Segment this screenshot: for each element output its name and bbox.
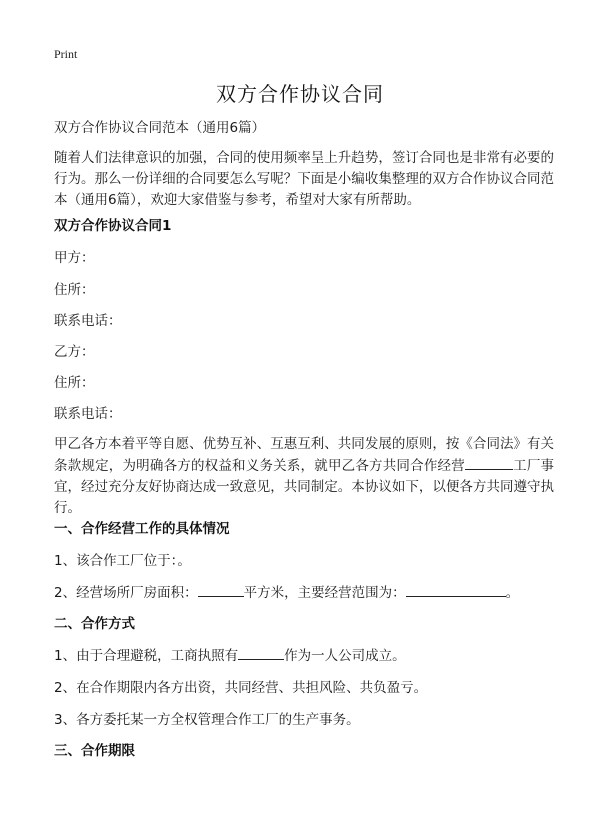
section-title: 双方合作协议合同1 bbox=[54, 218, 172, 234]
party-a-address-field: 住所： bbox=[54, 282, 95, 298]
section-heading-1: 一、合作经营工作的具体情况 bbox=[54, 521, 230, 537]
clause-1-2-text-b: 平方米，主要经营范围为： bbox=[243, 585, 406, 601]
document-title: 双方合作协议合同 bbox=[216, 82, 384, 106]
clause-1-2-text-a: 2、经营场所厂房面积： bbox=[54, 585, 198, 601]
party-a-field: 甲方： bbox=[54, 250, 95, 266]
clause-1-2-text-c: 。 bbox=[505, 585, 520, 601]
preamble-text-1: 甲乙各方本着平等自愿、优势互补、互惠互利、共同发展的原则，按《合同法》有关条款规定，为明确各方的权益和义务关系，就甲乙各方共同合作经营 bbox=[54, 436, 554, 474]
clause-2-3: 3、各方委托某一方全权管理合作工厂的生产事务。 bbox=[54, 712, 360, 728]
intro-paragraph: 随着人们法律意识的加强，合同的使用频率呈上升趋势，签订合同也是非常有必要的行为。那么一份详细的合同要怎么写呢？下面是小编收集整理的双方合作协议合同范本（通用6篇），欢迎大家借鉴与参考，希望对大家有所帮助。 bbox=[54, 150, 554, 208]
party-b-phone-field: 联系电话： bbox=[54, 406, 122, 422]
clause-2-1-text-a: 1、由于合理避税，工商执照有 bbox=[54, 648, 239, 664]
fill-blank-area bbox=[198, 582, 244, 597]
clause-2-1-text-b: 作为一人公司成立。 bbox=[284, 648, 406, 664]
clause-1-1: 1、该合作工厂位于：。 bbox=[54, 553, 191, 569]
document-subtitle: 双方合作协议合同范本（通用6篇） bbox=[54, 120, 266, 136]
print-label: Print bbox=[54, 47, 78, 61]
fill-blank-factory-name bbox=[465, 455, 513, 470]
preamble-paragraph bbox=[54, 434, 554, 519]
section-heading-3: 三、合作期限 bbox=[54, 743, 135, 759]
party-a-phone-field: 联系电话： bbox=[54, 313, 122, 329]
clause-2-1 bbox=[54, 645, 406, 667]
party-b-address-field: 住所： bbox=[54, 375, 95, 391]
party-b-field: 乙方： bbox=[54, 344, 95, 360]
preamble-text-2: 工厂事宜，经过充分友好协商达成一致意见，共同制定。本协议如下，以便各方共同遵守执行。 bbox=[54, 458, 555, 516]
clause-2-2: 2、在合作期限内各方出资，共同经营、共担风险、共负盈亏。 bbox=[54, 680, 428, 696]
fill-blank-business-scope bbox=[406, 582, 506, 597]
clause-1-2 bbox=[54, 582, 519, 604]
section-heading-2: 二、合作方式 bbox=[54, 616, 135, 632]
fill-blank-license-holder bbox=[238, 645, 284, 660]
